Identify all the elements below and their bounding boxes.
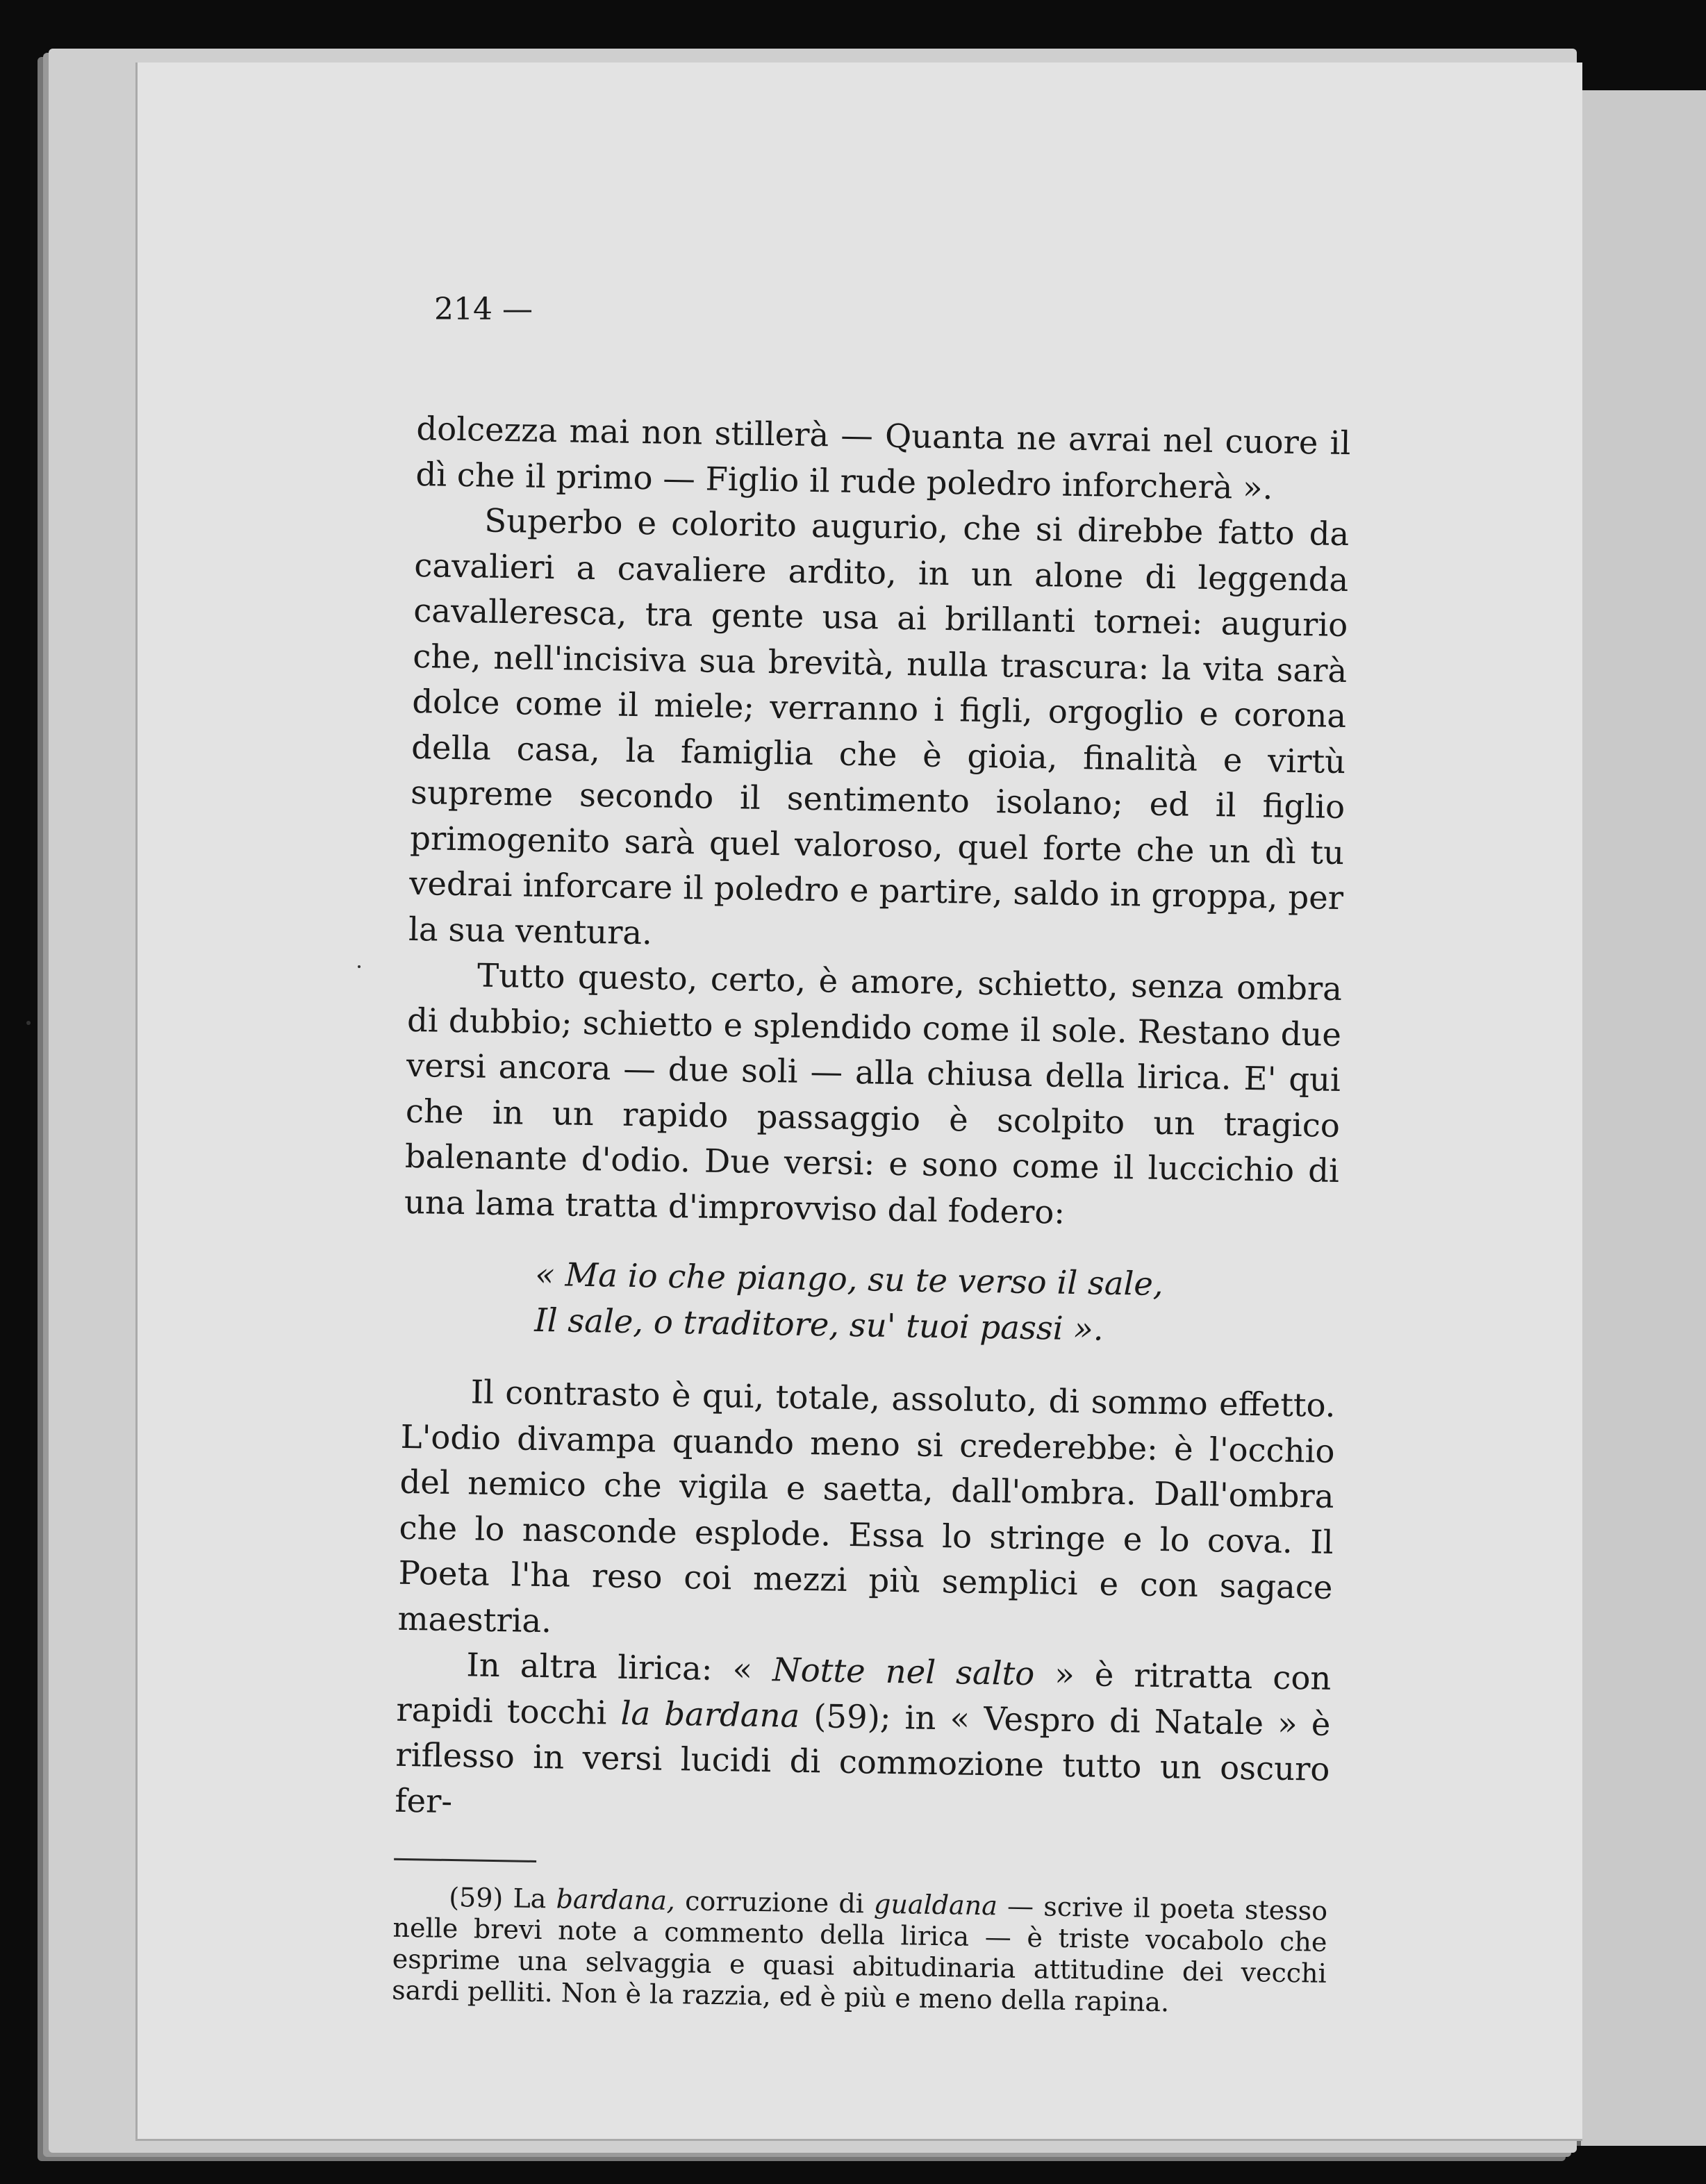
paragraph-3: Tutto questo, certo, è amore, schietto, senza ombra di dubbio; schietto e splendido come il sole. Restano due versi ancora — due soli — alla chiusa della lirica. E' qui che in un rapido passaggio è scolpito un tragico balenante d'odio. Due versi: e sono come il luccichio di una lama tratta d'improvviso dal fodero: — [404, 956, 1343, 1231]
footnote-59: (59) La bardana, corruzione di gualdana — scrive il poeta stesso nelle brevi note a commento della lirica — è triste vocabolo che esprime una selvaggia e quasi abitudinaria attitudine dei vecchi sardi pelliti. Non è la razzia, ed è più e meno della rapina. — [391, 1881, 1328, 2018]
verse-line-1: « Ma io che piango, su te verso il sale, — [534, 1255, 1164, 1303]
paragraph-5: In altra lirica: « Notte nel salto » è ritratta con rapidi tocchi la bardana (59); in « Vespro di Natale » è riflesso in versi lucidi di commozione tutto un oscuro fer- — [395, 1646, 1332, 1820]
paragraph-1: dolcezza mai non stillerà — Quanta ne avrai nel cuore il dì che il primo — Figlio il rude poledro inforcherà ». — [415, 409, 1351, 506]
title-notte-nel-salto: Notte nel salto — [772, 1651, 1035, 1693]
paragraph-2: Superbo e colorito augurio, che si direbbe fatto da cavalieri a cavaliere ardito, in un alone di leggenda cavalleresca, tra gente usa ai brillanti tornei: augurio che, nell'incisiva sua brevità, nulla trascura: la vita sarà dolce come il miele; verranno i figli, orgoglio e corona della casa, la famiglia che è gioia, finalità e virtù supreme secondo il sentimento isolano; ed il figlio primogenito sarà quel valoroso, quel forte che un dì tu vedrai inforcare il poledro e partire, saldo in groppa, per la sua ventura. — [408, 501, 1350, 951]
page-speck — [358, 965, 361, 968]
term-gualdana: gualdana — [873, 1888, 998, 1922]
verse-line-2: Il sale, o traditore, su' tuoi passi ». — [533, 1301, 1104, 1348]
term-bardana: bardana, — [556, 1883, 676, 1917]
facing-page-edge — [1577, 90, 1706, 2146]
footnote-rule — [394, 1858, 536, 1862]
page-number: 214 — — [434, 292, 533, 327]
verse-quotation — [402, 1249, 1338, 1356]
term-la-bardana: la bardana — [620, 1694, 800, 1735]
paragraph-4: Il contrasto è qui, totale, assoluto, di sommo effetto. L'odio divampa quando meno si crederebbe: è l'occhio del nemico che vigila e saetta, dall'ombra. Dall'ombra che lo nasconde esplode. Essa lo stringe e lo cova. Il Poeta l'ha reso coi mezzi più semplici e con sagace maestria. — [397, 1373, 1336, 1640]
page-speck — [26, 1021, 31, 1025]
page-body — [392, 406, 1351, 2021]
